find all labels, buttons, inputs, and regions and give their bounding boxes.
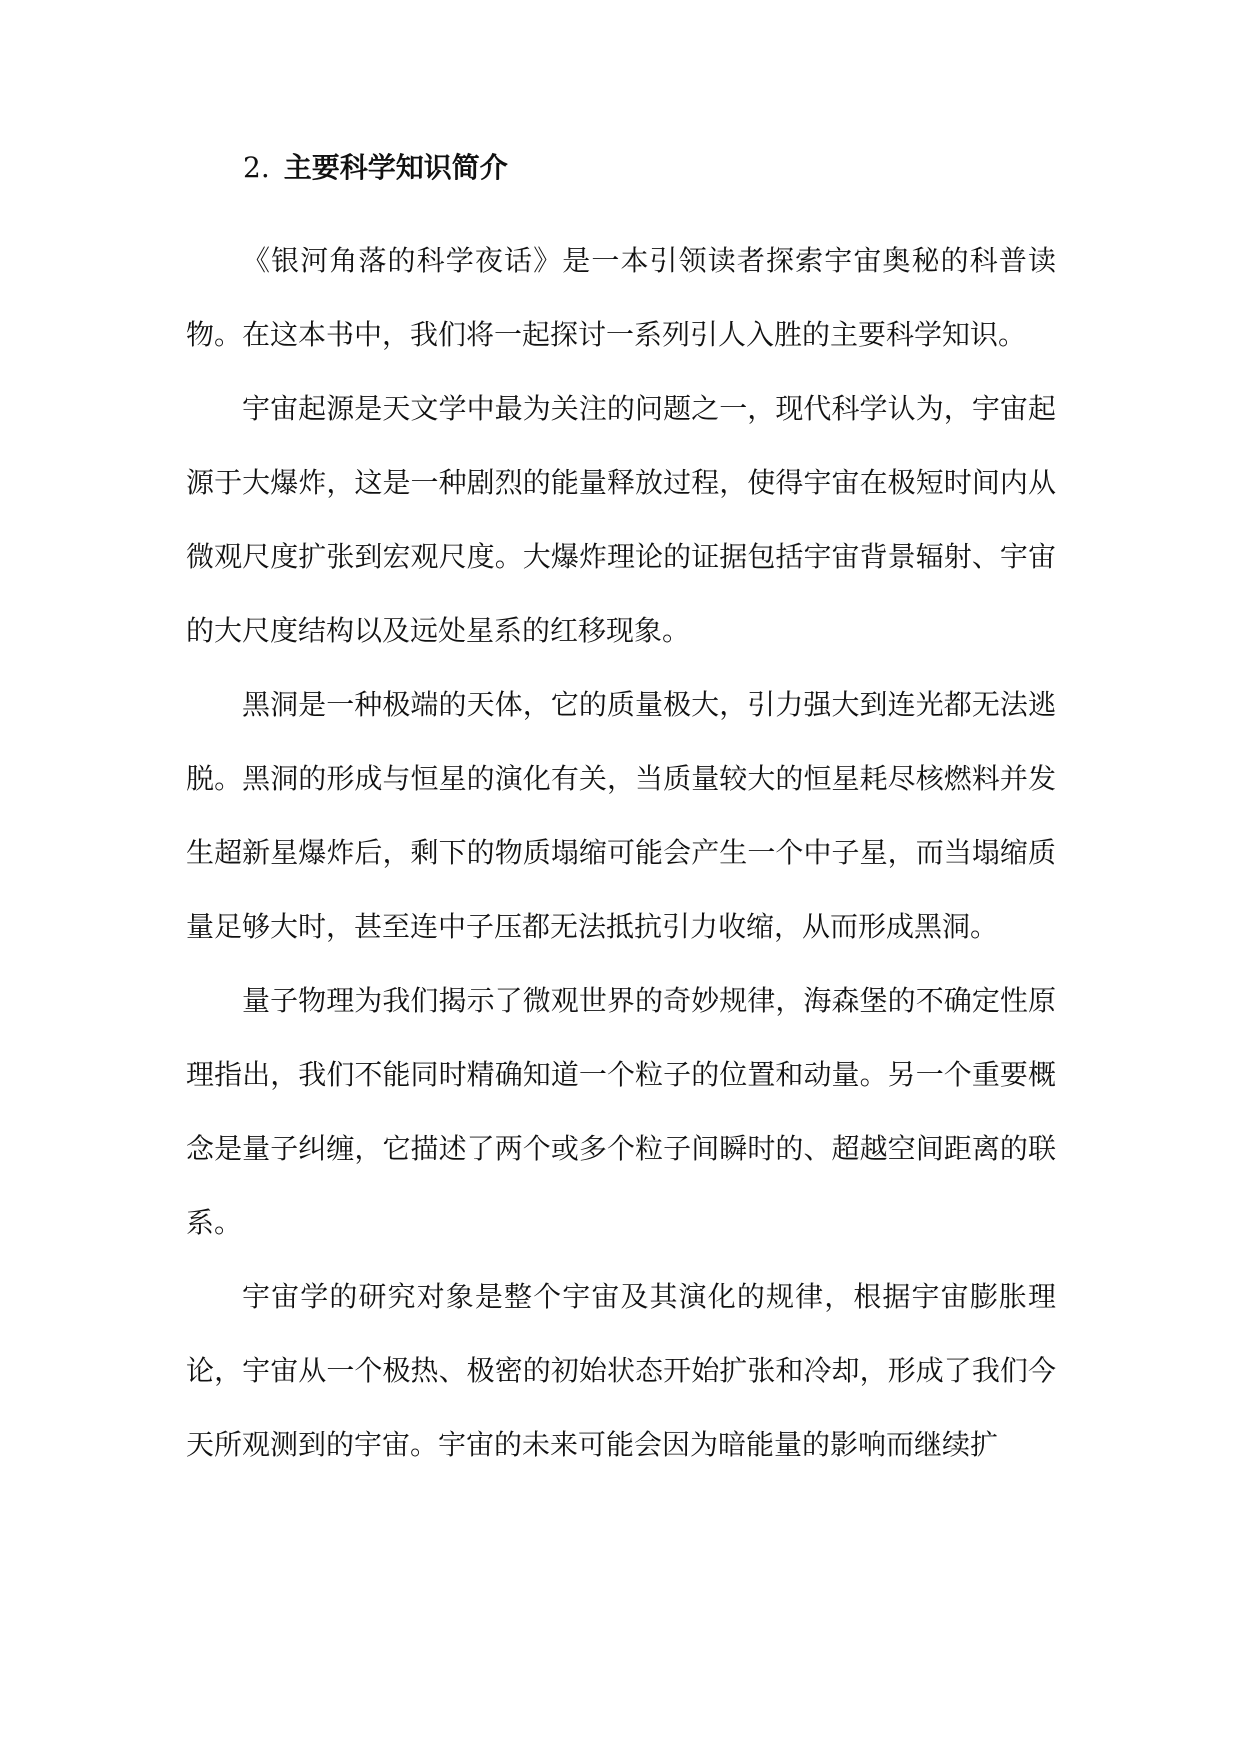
paragraph-universe-origin: 宇宙起源是天文学中最为关注的问题之一，现代科学认为，宇宙起源于大爆炸，这是一种剧烈的能量释放过程，使得宇宙在极短时间内从微观尺度扩张到宏观尺度。大爆炸理论的证据包括宇宙背景辐射、宇宙的大尺度结构以及远处星系的红移现象。 [186, 392, 1056, 647]
paragraph-intro: 《银河角落的科学夜话》是一本引领读者探索宇宙奥秘的科普读物。在这本书中，我们将一起探讨一系列引人入胜的主要科学知识。 [186, 244, 1056, 351]
section-number: 2. [243, 151, 270, 184]
section-heading [243, 148, 508, 188]
paragraph-cosmology: 宇宙学的研究对象是整个宇宙及其演化的规律，根据宇宙膨胀理论，宇宙从一个极热、极密的初始状态开始扩张和冷却，形成了我们今天所观测到的宇宙。宇宙的未来可能会因为暗能量的影响而继续扩 [186, 1280, 1056, 1461]
body-text [186, 224, 1056, 1482]
section-title: 主要科学知识简介 [283, 151, 508, 184]
paragraph-black-holes: 黑洞是一种极端的天体，它的质量极大，引力强大到连光都无法逃脱。黑洞的形成与恒星的演化有关，当质量较大的恒星耗尽核燃料并发生超新星爆炸后，剩下的物质塌缩可能会产生一个中子星，而当塌缩质量足够大时，甚至连中子压都无法抵抗引力收缩，从而形成黑洞。 [186, 688, 1056, 943]
paragraph-quantum-physics: 量子物理为我们揭示了微观世界的奇妙规律，海森堡的不确定性原理指出，我们不能同时精确知道一个粒子的位置和动量。另一个重要概念是量子纠缠，它描述了两个或多个粒子间瞬时的、超越空间距离的联系。 [186, 984, 1056, 1239]
